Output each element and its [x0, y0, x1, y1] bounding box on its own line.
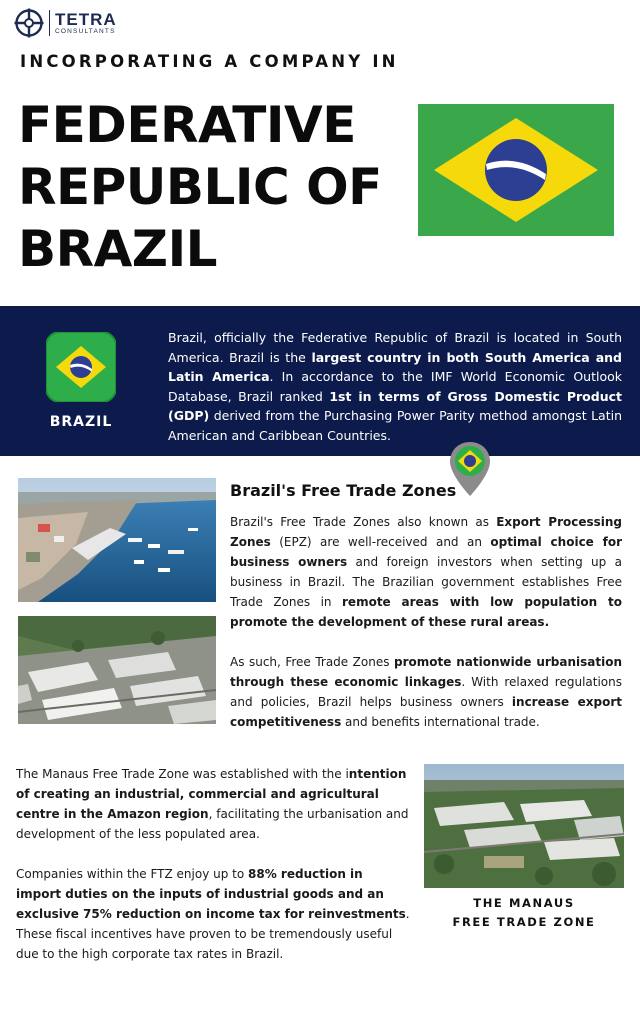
manaus-port-photo: [18, 478, 216, 602]
ftz-p2-text-3: and benefits international trade.: [341, 715, 540, 729]
brazil-label: BRAZIL: [49, 414, 113, 430]
ftz-p1-text-1: Brazil's Free Trade Zones also known as: [230, 515, 497, 529]
ftz-p2-text-2: . With relaxed regulations and policies, Brazil helps business owners: [230, 675, 622, 709]
ftz-p1-bold-3: remote areas with low population to promote the development of these rural areas.: [230, 595, 622, 629]
title-line-2: REPUBLIC OF: [18, 158, 382, 216]
ftz-p2-bold-2: increase export competitiveness: [230, 695, 623, 729]
logo-wordmark: [55, 11, 117, 36]
brazil-flag-icon: [418, 104, 614, 236]
ftz-p1-text-3: and foreign investors when setting up a business in Brazil. The Brazilian government establishes Free Trade Zones in: [230, 555, 623, 609]
crosshair-logo-icon: [14, 8, 44, 38]
logo-tagline: CONSULTANTS: [55, 27, 116, 35]
manaus-p2-text-2: . These fiscal incentives have proven to be tremendously useful due to the high corporate tax rates in Brazil.: [16, 907, 410, 961]
tetra-logo[interactable]: [14, 8, 117, 38]
manaus-paragraph-2: [16, 864, 410, 964]
logo-name: TETRA: [55, 9, 117, 29]
manaus-p1-text-2: , facilitating the urbanisation and development of the less populated area.: [16, 807, 409, 841]
page-kicker: INCORPORATING A COMPANY IN: [20, 52, 399, 71]
caption-line-2: FREE TRADE ZONE: [452, 915, 596, 929]
manaus-p2-text-1: Companies within the FTZ enjoy up to: [16, 867, 249, 881]
industrial-zone-photo: [18, 616, 216, 724]
ftz-p1-bold-2: optimal choice for business owners: [230, 535, 622, 569]
title-line-1: FEDERATIVE: [18, 96, 356, 154]
ftz-p2-text-1: As such, Free Trade Zones: [230, 655, 394, 669]
ftz-title: Brazil's Free Trade Zones: [230, 481, 457, 500]
manaus-p1-bold-1: ntention of creating an industrial, commercial and agricultural centre in the Amazon region: [16, 767, 407, 821]
manaus-caption: [424, 894, 624, 932]
title-line-3: BRAZIL: [18, 220, 218, 278]
manaus-ftz-aerial-photo: [424, 764, 624, 888]
ftz-p2-bold-1: promote nationwide urbanisation through these economic linkages: [230, 655, 623, 689]
intro-text-1: Brazil, officially the Federative Republic of Brazil is located in South America. Brazil is the: [168, 330, 622, 365]
intro-band: [0, 306, 640, 456]
manaus-p1-text-1: The Manaus Free Trade Zone was established with the i: [16, 767, 349, 781]
brazil-flag-app-icon: [46, 332, 116, 402]
ftz-p1-bold-1: Export Processing Zones: [230, 515, 623, 549]
caption-line-1: THE MANAUS: [473, 896, 575, 910]
logo-divider: [49, 10, 50, 36]
intro-text-3: derived from the Purchasing Power Parity method amongst Latin American and Caribbean Countries.: [168, 408, 622, 443]
page-title: [18, 94, 408, 280]
ftz-paragraph-1: [230, 512, 622, 632]
intro-text-2: . In accordance to the IMF World Economic Outlook Database, Brazil ranked: [168, 369, 622, 404]
manaus-body: [16, 764, 410, 984]
ftz-p1-text-2: (EPZ) are well-received and an: [270, 535, 491, 549]
ftz-paragraph-2: [230, 652, 622, 732]
manaus-paragraph-1: [16, 764, 410, 844]
intro-paragraph: [168, 328, 622, 445]
intro-bold-2: 1st in terms of Gross Domestic Product (GDP): [168, 388, 622, 423]
ftz-body: [230, 512, 622, 752]
manaus-p2-bold-1: 88% reduction in import duties on the inputs of industrial goods and an exclusive 75% reduction on income tax for reinvestments: [16, 867, 406, 921]
intro-bold-1: largest country in both South America and Latin America: [168, 349, 622, 384]
